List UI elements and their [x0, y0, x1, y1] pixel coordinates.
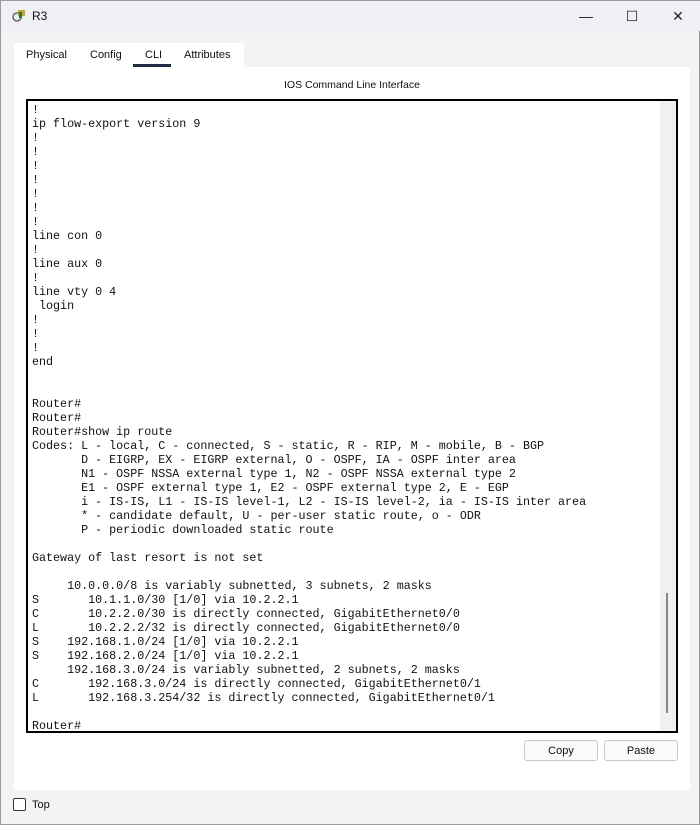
- minimize-icon: —: [579, 8, 593, 24]
- terminal-line: !: [32, 173, 40, 187]
- terminal-line: Codes: L - local, C - connected, S - static, R - RIP, M - mobile, B - BGP: [32, 439, 544, 453]
- terminal-line: 192.168.3.0/24 is variably subnetted, 2 subnets, 2 masks: [32, 663, 460, 677]
- close-button[interactable]: [655, 1, 700, 31]
- terminal-line: L 192.168.3.254/32 is directly connected, GigabitEthernet0/1: [32, 691, 495, 705]
- window-title: R3: [32, 9, 48, 23]
- terminal-line: * - candidate default, U - per-user static route, o - ODR: [32, 509, 481, 523]
- terminal-line: [32, 369, 586, 383]
- terminal-line: ip flow-export version 9: [32, 117, 201, 131]
- terminal-line: Router#show ip route: [32, 425, 173, 439]
- cli-heading: IOS Command Line Interface: [284, 79, 420, 91]
- tab-physical[interactable]: Physical: [26, 49, 67, 61]
- terminal-line: S 192.168.1.0/24 [1/0] via 10.2.2.1: [32, 635, 299, 649]
- terminal-line: Router#: [32, 397, 82, 411]
- terminal-line: !: [32, 243, 40, 257]
- top-checkbox-label: Top: [32, 799, 50, 811]
- terminal-line: login: [32, 299, 75, 313]
- tab-config[interactable]: Config: [90, 49, 122, 61]
- top-checkbox[interactable]: [13, 798, 26, 811]
- terminal-line: S 192.168.2.0/24 [1/0] via 10.2.2.1: [32, 649, 299, 663]
- terminal-line: [32, 537, 586, 551]
- terminal-line: line vty 0 4: [32, 285, 117, 299]
- terminal-line: !: [32, 271, 40, 285]
- router-app-icon: [11, 8, 27, 24]
- terminal-line: !: [32, 103, 40, 117]
- terminal-line: D - EIGRP, EX - EIGRP external, O - OSPF, IA - OSPF inter area: [32, 453, 516, 467]
- terminal-line: C 192.168.3.0/24 is directly connected, GigabitEthernet0/1: [32, 677, 481, 691]
- terminal-line: line aux 0: [32, 257, 103, 271]
- terminal-line: i - IS-IS, L1 - IS-IS level-1, L2 - IS-IS level-2, ia - IS-IS inter area: [32, 495, 587, 509]
- maximize-icon: ☐: [625, 7, 639, 24]
- terminal-line: !: [32, 215, 40, 229]
- terminal-line: !: [32, 187, 40, 201]
- scrollbar-thumb[interactable]: [666, 593, 668, 713]
- terminal-scrollbar[interactable]: [660, 101, 676, 731]
- terminal-line: Gateway of last resort is not set: [32, 551, 264, 565]
- copy-button[interactable]: Copy: [524, 740, 598, 761]
- terminal-line: [32, 383, 586, 397]
- terminal-line: !: [32, 159, 40, 173]
- terminal-line: [32, 705, 586, 719]
- terminal-line: [32, 565, 586, 579]
- terminal-line: !: [32, 327, 40, 341]
- cli-panel: [14, 67, 690, 790]
- terminal-line: N1 - OSPF NSSA external type 1, N2 - OSPF NSSA external type 2: [32, 467, 516, 481]
- cli-terminal[interactable]: [26, 99, 678, 733]
- terminal-line: C 10.2.2.0/30 is directly connected, GigabitEthernet0/0: [32, 607, 460, 621]
- tab-cli[interactable]: CLI: [145, 49, 163, 61]
- terminal-line: !: [32, 145, 40, 159]
- tab-attributes[interactable]: Attributes: [184, 49, 231, 61]
- tab-bar: [14, 43, 244, 67]
- terminal-line: S 10.1.1.0/30 [1/0] via 10.2.2.1: [32, 593, 299, 607]
- terminal-line: 10.0.0.0/8 is variably subnetted, 3 subnets, 2 masks: [32, 579, 432, 593]
- minimize-button[interactable]: [563, 1, 609, 31]
- terminal-line: P - periodic downloaded static route: [32, 523, 334, 537]
- terminal-line: !: [32, 341, 40, 355]
- terminal-line: !: [32, 201, 40, 215]
- terminal-line: !: [32, 131, 40, 145]
- terminal-line: L 10.2.2.2/32 is directly connected, GigabitEthernet0/0: [32, 621, 460, 635]
- title-bar: [1, 1, 700, 31]
- terminal-line: end: [32, 355, 54, 369]
- terminal-line: line con 0: [32, 229, 103, 243]
- terminal-line: Router#: [32, 719, 82, 733]
- maximize-button[interactable]: [609, 1, 655, 31]
- terminal-line: E1 - OSPF external type 1, E2 - OSPF external type 2, E - EGP: [32, 481, 509, 495]
- terminal-line: Router#: [32, 411, 82, 425]
- terminal-line: !: [32, 313, 40, 327]
- terminal-output[interactable]: [32, 103, 586, 733]
- paste-button[interactable]: Paste: [604, 740, 678, 761]
- close-icon: ✕: [672, 7, 684, 24]
